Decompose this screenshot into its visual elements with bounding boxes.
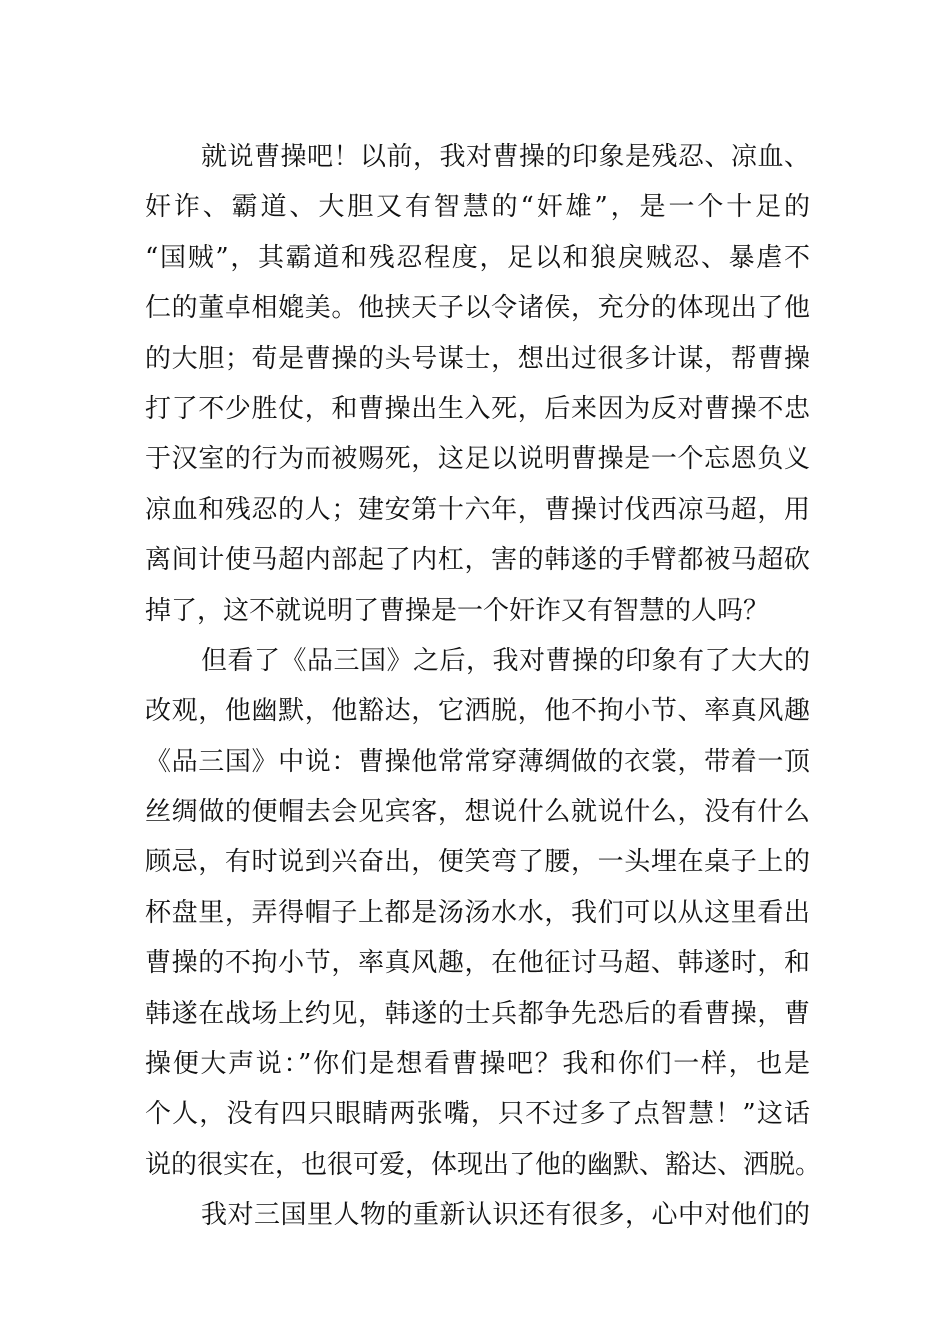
text-line: 但看了《品三国》之后，我对曹操的印象有了大大的 [201, 645, 810, 676]
text-line: 顾忌，有时说到兴奋出，便笑弯了腰，一头埋在桌子上的 [145, 847, 810, 878]
text-line: 曹操的不拘小节，率真风趣，在他征讨马超、韩遂时，和 [145, 948, 810, 979]
body-text [145, 132, 822, 1241]
text-line: “国贼”，其霸道和残忍程度，足以和狼戾贼忍、暴虐不 [145, 242, 810, 273]
text-line: 打了不少胜仗，和曹操出生入死，后来因为反对曹操不忠 [145, 393, 810, 424]
paragraph-1 [145, 132, 810, 636]
paragraph-2 [145, 636, 822, 1190]
text-line: 就说曹操吧！以前，我对曹操的印象是残忍、凉血、 [201, 142, 810, 172]
text-line: 《品三国》中说：曹操他常常穿薄绸做的衣裳，带着一顶 [145, 746, 810, 777]
text-line: 离间计使马超内部起了内杠，害的韩遂的手臂都被马超砍 [145, 545, 810, 576]
text-line: 说的很实在，也很可爱，体现出了他的幽默、豁达、洒脱。 [145, 1149, 822, 1180]
text-line: 丝绸做的便帽去会见宾客，想说什么就说什么，没有什么 [145, 797, 810, 828]
text-line: 我对三国里人物的重新认识还有很多，心中对他们的 [201, 1200, 810, 1231]
text-line: 韩遂在战场上约见，韩遂的士兵都争先恐后的看曹操，曹 [145, 998, 810, 1029]
text-line: 掉了，这不就说明了曹操是一个奸诈又有智慧的人吗？ [145, 595, 770, 626]
text-line: 改观，他幽默，他豁达，它洒脱，他不拘小节、率真风趣 [145, 696, 810, 727]
text-line: 凉血和残忍的人；建安第十六年，曹操讨伐西凉马超，用 [145, 494, 810, 525]
text-line: 操便大声说：”你们是想看曹操吧？我和你们一样，也是 [145, 1049, 810, 1080]
text-line: 的大胆；荀是曹操的头号谋士，想出过很多计谋，帮曹操 [145, 343, 810, 374]
text-line: 奸诈、霸道、大胆又有智慧的“奸雄”，是一个十足的 [145, 192, 810, 223]
text-line: 于汉室的行为而被赐死，这足以说明曹操是一个忘恩负义 [145, 444, 810, 475]
text-line: 杯盘里，弄得帽子上都是汤汤水水，我们可以从这里看出 [145, 897, 810, 928]
paragraph-3 [145, 1190, 810, 1240]
text-line: 个人，没有四只眼睛两张嘴，只不过多了点智慧！”这话 [145, 1099, 810, 1130]
text-line: 仁的董卓相媲美。他挟天子以令诸侯，充分的体现出了他 [145, 293, 810, 324]
